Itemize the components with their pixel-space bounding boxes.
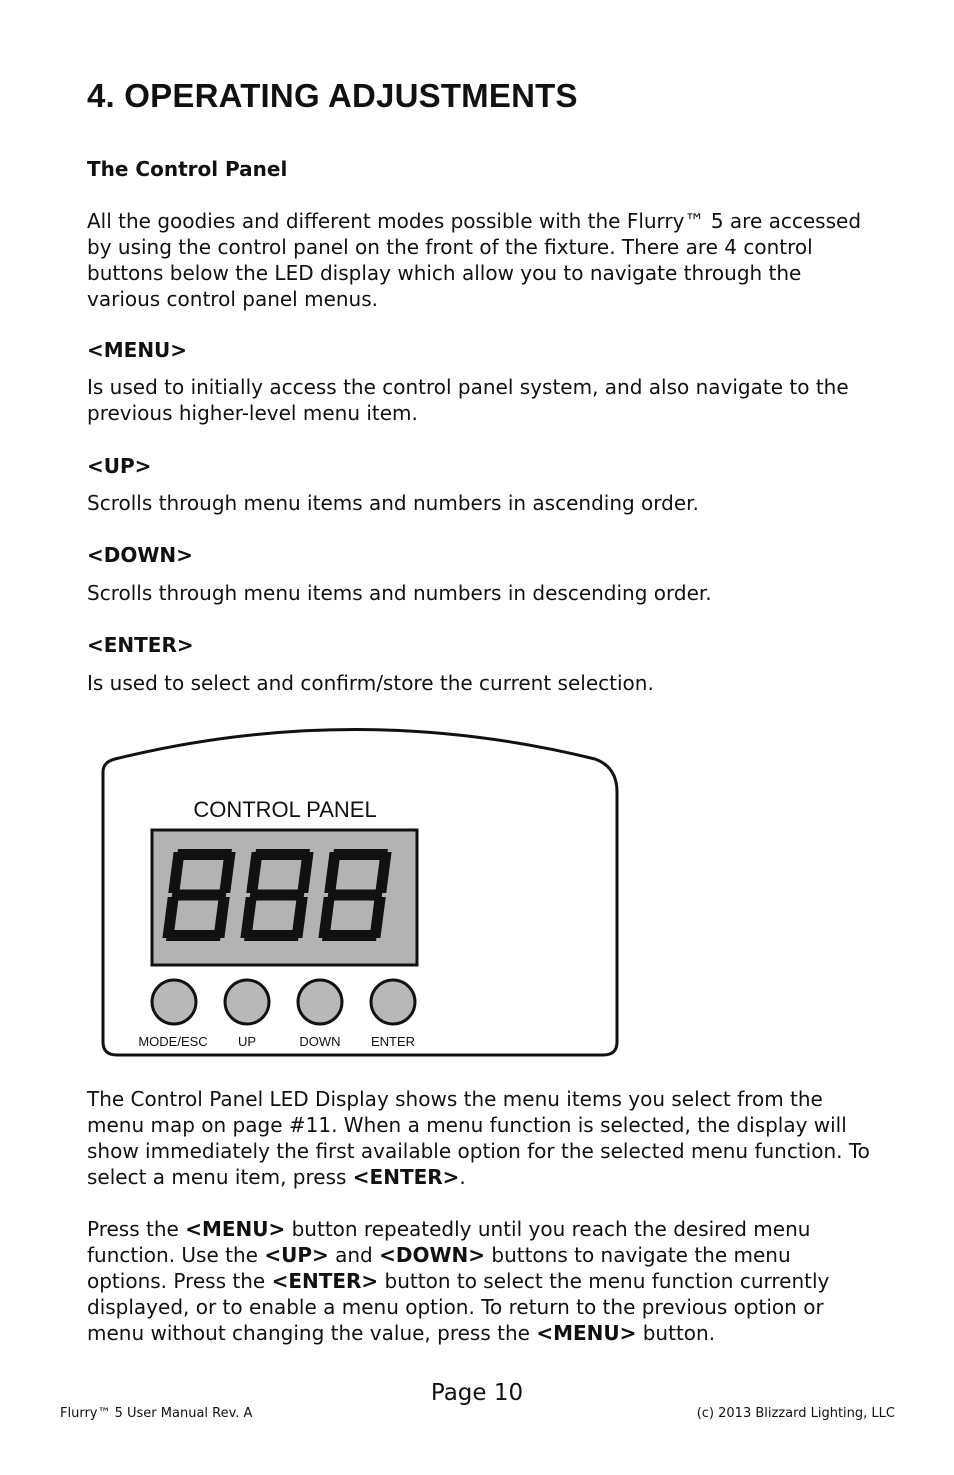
up-description: Scrolls through menu items and numbers in ascending order. [87, 491, 699, 515]
led-segment [249, 890, 304, 901]
page-title: 4. OPERATING ADJUSTMENTS [87, 77, 578, 114]
led-segment [322, 930, 377, 941]
down-heading: <DOWN> [87, 543, 193, 567]
enter-button [371, 980, 415, 1024]
led-segment [333, 849, 388, 860]
led-segment [327, 890, 382, 901]
section-heading: The Control Panel [87, 157, 288, 181]
usage-t6: button. [636, 1321, 716, 1345]
control-panel-diagram [95, 712, 625, 1062]
menu-heading: <MENU> [87, 338, 188, 362]
up-button [225, 980, 269, 1024]
led-segment [255, 849, 310, 860]
page-number: Page 10 [430, 1380, 524, 1406]
enter-description: Is used to select and confirm/store the current selection. [87, 671, 654, 695]
led-segment [171, 890, 226, 901]
usage-t3: and [328, 1243, 380, 1267]
usage-t4: buttons to navigate the menu options. Press the [87, 1243, 791, 1293]
usage-b1: <MENU> [185, 1217, 286, 1241]
intro-paragraph: All the goodies and different modes possible with the Flurry™ 5 are accessed by using the control panel on the front of the fixture. There are 4 control buttons below the LED display which allow you to navigate through the various control panel menus. [87, 209, 862, 311]
down-description: Scrolls through menu items and numbers in descending order. [87, 581, 712, 605]
up-button-label: UP [237, 1034, 257, 1049]
display-paragraph [87, 1086, 877, 1190]
enter-heading: <ENTER> [87, 633, 194, 657]
display-paragraph-enter: <ENTER> [352, 1165, 460, 1189]
menu-description: Is used to initially access the control panel system, and also navigate to the previous higher-level menu item. [87, 375, 849, 425]
down-button [298, 980, 342, 1024]
usage-paragraph [87, 1216, 877, 1346]
usage-b5: <MENU> [536, 1321, 637, 1345]
enter-button-label: ENTER [370, 1034, 416, 1049]
led-segment [177, 849, 232, 860]
led-segment [166, 930, 221, 941]
mode-esc-button [152, 980, 196, 1024]
footer-manual-title: Flurry™ 5 User Manual Rev. A [60, 1406, 253, 1421]
down-button-label: DOWN [299, 1034, 341, 1049]
display-paragraph-text: The Control Panel LED Display shows the menu items you select from the menu map on page #11. When a menu function is selected, the display will show immediately the first available option for the selected menu function. To select a menu item, press [87, 1087, 870, 1189]
usage-t1: Press the [87, 1217, 186, 1241]
footer-copyright: (c) 2013 Blizzard Lighting, LLC [696, 1406, 895, 1421]
usage-b4: <ENTER> [271, 1269, 379, 1293]
usage-b3: <DOWN> [379, 1243, 486, 1267]
usage-b2: <UP> [264, 1243, 329, 1267]
usage-t5: button to select the menu function currently displayed, or to enable a menu option. To return to the previous option or menu without changing the value, press the [87, 1269, 830, 1345]
usage-t2: button repeatedly until you reach the desired menu function. Use the [87, 1217, 811, 1267]
mode-esc-button-label: MODE/ESC [138, 1034, 208, 1049]
led-segment [244, 930, 299, 941]
panel-label: CONTROL PANEL [193, 797, 377, 822]
display-paragraph-tail: . [459, 1165, 466, 1189]
up-heading: <UP> [87, 454, 152, 478]
